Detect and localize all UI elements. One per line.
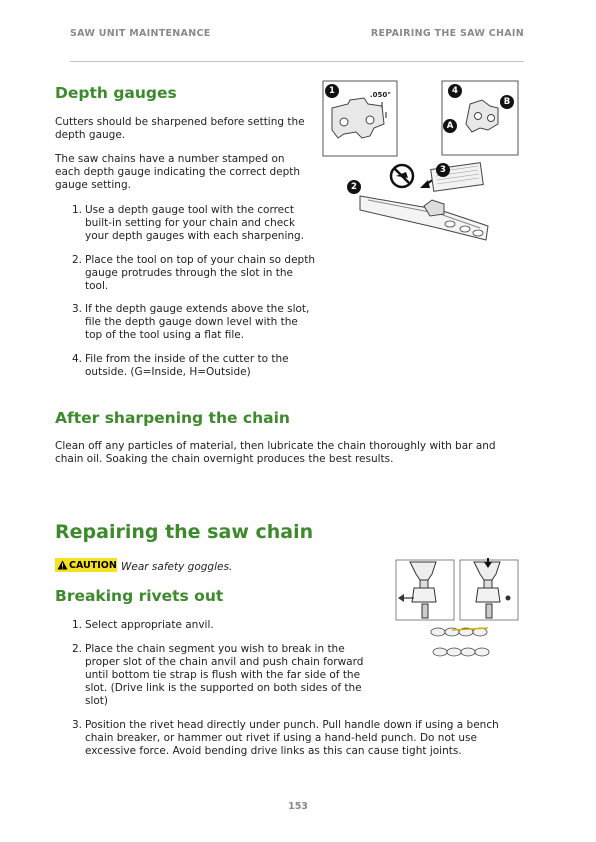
- warning-triangle-icon: [57, 560, 68, 570]
- caution-badge: [55, 558, 117, 572]
- depth-gauges-note: The saw chains have a number stamped on each depth gauge indicating the correct depth gauge setting.: [55, 153, 301, 191]
- step-text: Position the rivet head directly under punch. Pull handle down if using a bench chain breaker, or hammer out rivet if using a hand-held punch. Do not use excessive force. Avoid bending drive links as this can cause tight joints.: [85, 719, 499, 757]
- callout-3: 3: [436, 163, 450, 177]
- depth-gauges-heading: Depth gauges: [55, 84, 177, 102]
- depth-gauge-figure: [320, 78, 520, 246]
- caution-label: CAUTION: [69, 559, 117, 571]
- gauge-marking-label: .050": [370, 91, 391, 99]
- depth-gauges-intro: Cutters should be sharpened before setting the depth gauge.: [55, 116, 305, 141]
- after-sharpening-heading: After sharpening the chain: [55, 409, 290, 427]
- list-item: 2. Place the chain segment you wish to break in the proper slot of the chain anvil and push chain forward until bottom tie strap is flush with the far side of the slot. (Drive link is the supported on both sides of the slot): [72, 643, 364, 707]
- callout-4: 4: [448, 84, 462, 98]
- caution-note: Wear safety goggles.: [121, 561, 233, 573]
- list-item: 3. If the depth gauge extends above the slot, file the depth gauge down level with the top of the tool using a flat file.: [72, 303, 310, 341]
- running-header-left: SAW UNIT MAINTENANCE: [70, 28, 211, 39]
- callout-b: B: [500, 95, 514, 109]
- chain-breaker-illustration: [392, 558, 522, 668]
- step-text: If the depth gauge extends above the slot, file the depth gauge down level with the top of the tool using a flat file.: [85, 303, 310, 341]
- callout-a: A: [443, 119, 457, 133]
- list-item: 1. Use a depth gauge tool with the correct built-in setting for your chain and check your depth gauges with each sharpening.: [72, 204, 305, 242]
- breaking-rivets-heading: Breaking rivets out: [55, 587, 224, 605]
- after-sharpening-text: Clean off any particles of material, then lubricate the chain thoroughly with bar and chain oil. Soaking the chain overnight produces the best results.: [55, 440, 496, 465]
- depth-gauge-illustration: [320, 78, 520, 246]
- list-item: 1. Select appropriate anvil.: [72, 619, 214, 631]
- page-number: 153: [288, 801, 308, 812]
- step-text: Use a depth gauge tool with the correct built-in setting for your chain and check your depth gauges with each sharpening.: [85, 204, 305, 242]
- header-rule: [70, 61, 524, 62]
- callout-2: 2: [347, 180, 361, 194]
- chain-breaker-figure: [392, 558, 522, 668]
- step-text: File from the inside of the cutter to the outside. (G=Inside, H=Outside): [85, 353, 289, 378]
- step-text: Place the tool on top of your chain so depth gauge protrudes through the slot in the tool.: [85, 254, 315, 292]
- list-item: 4. File from the inside of the cutter to the outside. (G=Inside, H=Outside): [72, 353, 289, 378]
- callout-1: 1: [325, 84, 339, 98]
- list-item: 2. Place the tool on top of your chain so depth gauge protrudes through the slot in the tool.: [72, 254, 315, 292]
- list-item: 3. Position the rivet head directly under punch. Pull handle down if using a bench chain breaker, or hammer out rivet if using a hand-held punch. Do not use excessive force. Avoid bending drive links as this can cause tight joints.: [72, 719, 499, 757]
- running-header-right: REPAIRING THE SAW CHAIN: [370, 28, 524, 39]
- step-text: Place the chain segment you wish to break in the proper slot of the chain anvil and push chain forward until bottom tie strap is flush with the far side of the slot. (Drive link is the supported on both sides of the slot): [85, 643, 364, 707]
- repairing-heading: Repairing the saw chain: [55, 521, 314, 543]
- step-text: Select appropriate anvil.: [85, 619, 214, 631]
